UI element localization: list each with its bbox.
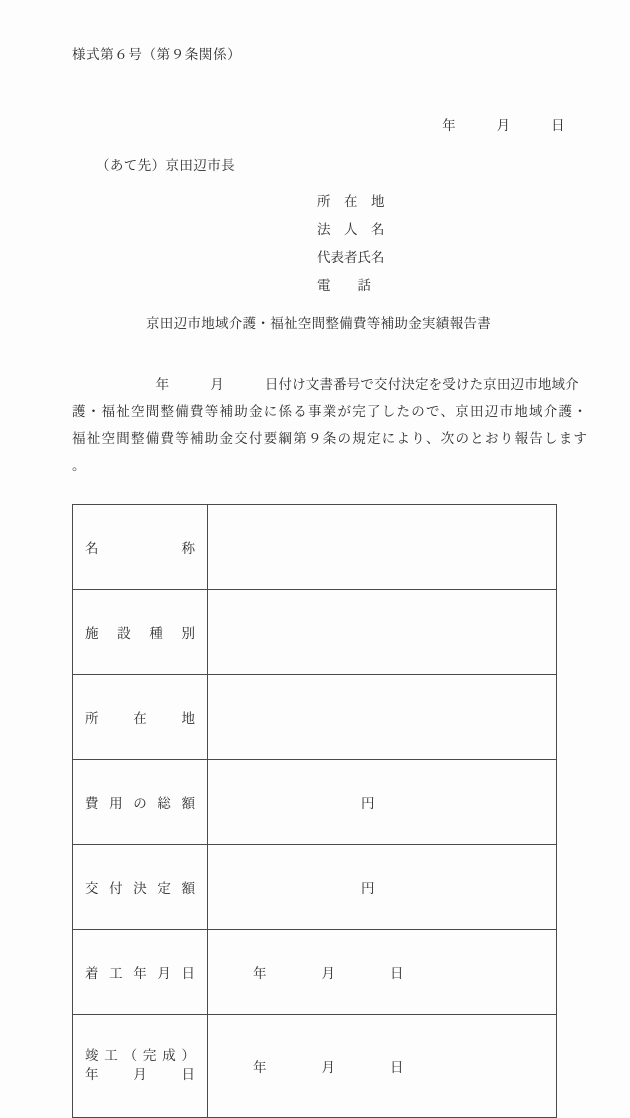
row-label-start-date <box>73 930 208 1015</box>
row-value-total-cost[interactable] <box>208 760 557 845</box>
completion-date-month: 月 <box>321 1060 335 1076</box>
label-text: 交付決定額 <box>85 881 195 897</box>
start-date-day: 日 <box>390 966 404 982</box>
table-row <box>73 845 557 930</box>
body-line-4: 。 <box>72 458 86 474</box>
table-row <box>73 675 557 760</box>
table-row <box>73 590 557 675</box>
row-label-granted-amount <box>73 845 208 930</box>
table-row <box>73 930 557 1015</box>
start-date-year: 年 <box>253 966 267 982</box>
label-text: 名称 <box>85 541 195 557</box>
label-text: 着工年月日 <box>85 966 195 982</box>
date-day-label: 日 <box>551 117 565 134</box>
label-text-line1: 竣工（完成） <box>85 1048 195 1064</box>
completion-date-day: 日 <box>390 1060 404 1076</box>
row-label-facility-type <box>73 590 208 675</box>
date-month-label: 月 <box>496 117 511 134</box>
document-date-line <box>425 106 565 147</box>
body-paragraph <box>72 372 589 480</box>
row-value-facility-type[interactable] <box>208 590 557 675</box>
row-label-location <box>73 675 208 760</box>
date-year-label: 年 <box>442 117 456 134</box>
label-text <box>85 1047 195 1085</box>
applicant-field-address: 所 在 地 <box>317 194 385 210</box>
table-row <box>73 760 557 845</box>
form-number-header: 様式第６号（第９条関係） <box>72 47 242 63</box>
applicant-field-telephone: 電 話 <box>317 278 371 294</box>
yen-unit: 円 <box>361 881 375 897</box>
row-value-name[interactable] <box>208 505 557 590</box>
applicant-info-block <box>317 188 385 300</box>
body-line-2: 護・福祉空間整備費等補助金に係る事業が完了したので、京田辺市地域介護・ <box>72 404 588 420</box>
start-date-month: 月 <box>321 966 335 982</box>
row-value-start-date[interactable] <box>208 930 557 1015</box>
row-label-total-cost <box>73 760 208 845</box>
addressee-line: （あて先）京田辺市長 <box>96 158 235 174</box>
report-details-table <box>72 504 557 1118</box>
label-text: 施設種別 <box>85 626 195 642</box>
row-value-granted-amount[interactable] <box>208 845 557 930</box>
row-value-completion-date[interactable] <box>208 1015 557 1118</box>
body-line-1: 年 月 日付け文書番号で交付決定を受けた京田辺市地域介 <box>142 377 579 393</box>
date-placeholder <box>208 962 556 982</box>
row-value-location[interactable] <box>208 675 557 760</box>
completion-date-year: 年 <box>253 1060 267 1076</box>
body-line-3: 福祉空間整備費等補助金交付要綱第９条の規定により、次のとおり報告します <box>72 431 589 447</box>
table-row <box>73 505 557 590</box>
date-placeholder <box>208 1056 556 1076</box>
label-text-line2: 年 月 日 <box>85 1067 195 1083</box>
document-title: 京田辺市地域介護・福祉空間整備費等補助金実績報告書 <box>146 316 491 332</box>
applicant-field-rep-name: 代表者氏名 <box>317 250 385 266</box>
applicant-field-corp-name: 法 人 名 <box>317 222 385 238</box>
label-text: 費用の総額 <box>85 796 195 812</box>
row-label-completion-date <box>73 1015 208 1118</box>
row-label-name <box>73 505 208 590</box>
table-row <box>73 1015 557 1118</box>
yen-unit: 円 <box>361 796 375 812</box>
label-text: 所在地 <box>85 711 195 727</box>
